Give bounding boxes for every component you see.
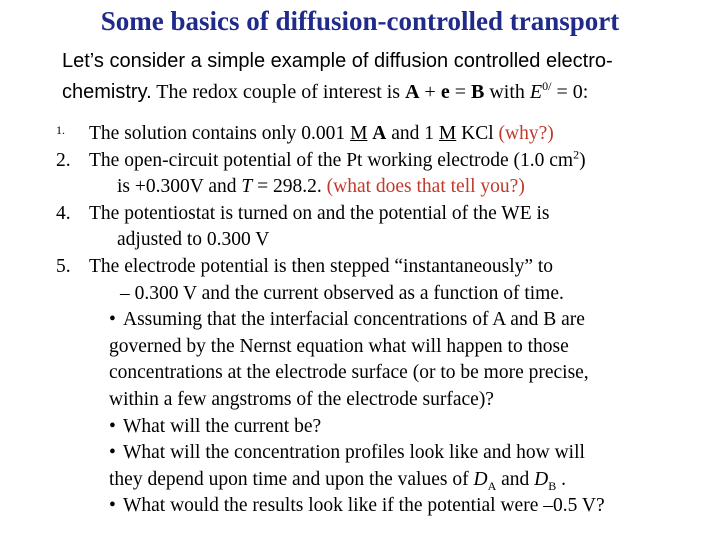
text-run: Assuming that the interfacial concentrations of A and B are — [123, 309, 585, 331]
list-item-5 — [56, 254, 716, 281]
list-number-5: 5. — [56, 255, 71, 277]
bullet-item-4 — [56, 493, 716, 520]
list-item-4-continued: adjusted to 0.300 V — [117, 229, 270, 251]
list-item-5-continued: – 0.300 V and the current observed as a function of time. — [120, 282, 564, 304]
text-run: What would the results look like if the potential were –0.5 V? — [123, 495, 605, 517]
bullet-item-1-line-4: within a few angstroms of the electrode surface)? — [109, 388, 494, 410]
text-run: is +0.300V and — [117, 176, 242, 198]
molar-unit: M — [438, 123, 457, 144]
slide-title: Some basics of diffusion-controlled transport — [100, 6, 620, 36]
list-item-2-text — [56, 148, 586, 175]
text-run: What will the current be? — [123, 415, 322, 437]
bullet-icon: • — [109, 309, 116, 331]
text-run: What will the concentration profiles look like and how will — [123, 442, 585, 464]
list-number-2: 2. — [56, 149, 71, 171]
list-item-2 — [56, 148, 716, 175]
list-item-5-text: The electrode potential is then stepped “instantaneously” to — [89, 255, 554, 277]
text-run: KCl — [456, 123, 499, 144]
equals-sign: = — [449, 81, 471, 103]
electron: e — [440, 81, 450, 103]
bullet-icon: • — [109, 415, 116, 437]
list-number-1: 1. — [56, 123, 65, 137]
question-note: (what does that tell you?) — [326, 176, 525, 198]
text-run: The solution contains only 0.001 — [89, 123, 351, 144]
with-text: with — [484, 81, 530, 103]
text-run: . — [556, 468, 566, 490]
list-item-4-text: The potentiostat is turned on and the potential of the WE is — [89, 202, 550, 224]
area-exponent: 2 — [573, 147, 580, 162]
text-run: and 1 — [386, 123, 439, 144]
text-run: The open-circuit potential of the Pt working electrode (1.0 cm — [89, 149, 574, 171]
diffusion-coefficient-symbol: D — [534, 468, 549, 490]
bullet-item-1 — [56, 307, 716, 334]
subscript-b: B — [548, 478, 557, 493]
bullet-item-3-line-2 — [56, 467, 716, 494]
bullet-icon: • — [109, 442, 116, 464]
intro-line-2 — [62, 76, 712, 107]
bullet-item-1-line-2: governed by the Nernst equation what will happen to those — [109, 335, 569, 357]
intro-word: chemistry. — [62, 81, 152, 103]
temperature-symbol: T — [241, 176, 253, 198]
potential-superscript: 0/ — [542, 79, 552, 93]
bullet-item-1-line-3: concentrations at the electrode surface (or to be more precise, — [109, 362, 589, 384]
list-number-4: 4. — [56, 202, 71, 224]
species-a: A — [405, 81, 420, 103]
list-item-1 — [56, 121, 716, 148]
potential-value: = 0: — [551, 81, 589, 103]
species-a: A — [372, 123, 387, 144]
text-run: and — [496, 468, 535, 490]
molar-unit: M — [350, 123, 368, 144]
bullet-item-2 — [56, 414, 716, 441]
list-item-2-continued — [56, 174, 716, 201]
intro-paragraph — [62, 46, 712, 107]
bullet-item-3 — [56, 440, 716, 467]
text-run: ) — [579, 149, 586, 171]
species-b: B — [471, 81, 485, 103]
potential-symbol: E — [529, 81, 543, 103]
subscript-a: A — [487, 478, 497, 493]
diffusion-coefficient-symbol: D — [473, 468, 488, 490]
question-note: (why?) — [498, 123, 554, 144]
text-run: = 298.2. — [252, 176, 327, 198]
intro-line-1: Let’s consider a simple example of diffusion controlled electro- — [62, 50, 613, 72]
plus-sign: + — [419, 81, 441, 103]
numbered-list — [56, 121, 716, 520]
text-run: they depend upon time and upon the values of — [109, 468, 474, 490]
bullet-icon: • — [109, 495, 116, 517]
list-item-1-text — [56, 121, 554, 148]
list-item-4 — [56, 201, 716, 228]
intro-text: The redox couple of interest is — [151, 81, 406, 103]
